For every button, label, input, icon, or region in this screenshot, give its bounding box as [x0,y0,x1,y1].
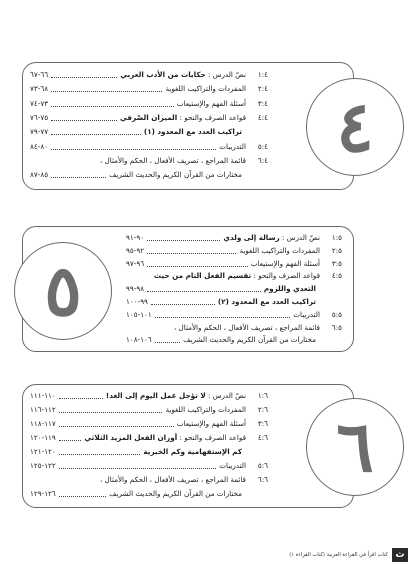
dot-leader [51,77,117,78]
toc-row[interactable] [30,488,268,500]
page-range: ٨٠-٨٤ [30,141,49,151]
section-number: ١:٤ [257,70,268,79]
section-title [143,446,242,458]
section-number: ٤:٤ [257,112,268,122]
section-number: ٤:٦ [257,433,268,442]
page-range: ١٢٦-١٢٩ [30,489,56,498]
toc-row[interactable] [126,232,342,244]
section-title [223,232,320,244]
section-label: نصّ الدرس : [207,70,246,79]
page-range: ٦٦-٦٧ [30,70,49,79]
section-number: ٣:٥ [331,258,342,268]
section-topic: تراكيب العدد مع المعدود (١) [143,127,242,137]
section-title [120,69,246,81]
section-label: مختارات من القرآن الكريم والحديث الشريف [109,170,242,180]
section-title [264,283,316,295]
toc-row[interactable] [126,296,342,308]
section-number: ٦:٥ [331,322,342,332]
section-title [165,83,246,95]
section-title [219,460,246,472]
dot-leader [59,426,174,427]
section-label: نصّ الدرس : [281,233,320,242]
section-label: المفردات والتراكيب اللغوية [165,405,246,414]
unit-4-number: ٤ [336,85,374,168]
dot-leader [59,412,163,413]
toc-row[interactable] [30,404,268,416]
dot-leader [147,240,220,241]
section-number: ١:٦ [257,391,268,400]
toc-row[interactable] [126,245,342,257]
section-label: أسئلة الفهم والإستيعاب [176,98,246,108]
page-range: ٧٧-٧٩ [30,127,49,137]
section-title [144,126,242,138]
section-title [183,334,316,346]
section-label: قواعد الصرف والنحو : [253,271,320,281]
page-range: ١٢٢-١٢٥ [30,461,56,470]
section-label: مختارات من القرآن الكريم والحديث الشريف [183,335,316,345]
section-title [100,474,246,486]
toc-row[interactable] [30,141,268,153]
dot-leader [51,149,216,150]
section-topic: الميزان الصّرفي [120,112,178,122]
page-range: ١٠١-١٠٥ [126,309,152,319]
section-label: أسئلة الفهم والإستيعاب [250,258,320,268]
unit-6-number-badge [306,398,404,496]
section-topic: التعدي واللزوم [263,284,316,294]
section-topic: لا تؤجل عمل اليوم إلى الغد! [105,391,206,400]
dot-leader [59,468,216,469]
page-range: ١٠٦-١٠٨ [126,335,152,345]
toc-row[interactable] [30,69,268,81]
page-range: ٩٨-٩٩ [126,284,145,294]
section-title [109,488,242,500]
section-topic: تقسيم الفعل التام من حيث [153,271,252,281]
section-number: ٢:٦ [257,405,268,414]
toc-row[interactable] [30,83,268,95]
section-number: ٥:٤ [257,141,268,151]
dot-leader [151,304,215,305]
page-range: ٩٢-٩٥ [126,245,145,255]
section-topic: رسالة إلى ولدي [223,233,280,242]
section-topic: تراكيب العدد مع المعدود (٢) [217,297,316,306]
section-number: ٢:٤ [257,84,268,94]
section-label: التدريبات [219,461,246,470]
section-title [154,270,320,282]
dot-leader [51,120,117,121]
dot-leader [59,440,82,441]
page-range: ١٢٠-١٢١ [30,447,56,456]
page-range: ٨٥-٨٧ [30,170,49,180]
section-topic: كم الإستفهامية وكم الخبرية [143,447,242,456]
section-title [219,141,246,153]
toc-row[interactable] [126,334,342,346]
dot-leader [155,342,180,343]
section-label: التدريبات [219,141,246,151]
page-range: ٧٥-٧٦ [30,112,49,122]
section-topic: أوزان الفعل المزيد الثلاثي [84,433,178,442]
dot-leader [51,134,141,135]
section-number: ٢:٥ [331,245,342,255]
section-number: ٦:٦ [257,475,268,484]
page-range: ٩٦-٩٧ [126,258,145,268]
dot-leader [155,317,290,318]
book-title-footer: كتاب اقرأ في القراءة العربية (كتاب القراءة ١) [289,552,388,558]
section-label: مختارات من القرآن الكريم والحديث الشريف [109,489,242,498]
toc-row[interactable] [126,283,342,295]
toc-row[interactable] [30,432,268,444]
toc-row[interactable] [126,270,342,282]
section-label: أسئلة الفهم والإستيعاب [176,419,246,428]
section-number: ٦:٤ [257,155,268,165]
toc-row[interactable] [30,418,268,430]
unit-5-number: ٥ [44,249,82,332]
section-title [177,418,246,430]
toc-row[interactable] [30,126,268,138]
section-title [106,390,246,402]
section-label: التدريبات [293,309,320,319]
page-range: ١١٧-١١٨ [30,419,56,428]
section-title [165,404,246,416]
section-title [218,296,316,308]
section-title [251,258,320,270]
section-title [100,155,246,167]
section-label: المفردات والتراكيب اللغوية [239,245,320,255]
page-range: ٧٣-٧٤ [30,98,49,108]
toc-row[interactable] [30,446,268,458]
page-range: ١١٠-١١١ [30,391,56,400]
dot-leader [147,253,236,254]
section-number: ١:٥ [331,233,342,242]
section-label: قائمة المراجع ، تصريف الأفعال ، الحكم والأمثال ، [99,475,246,484]
section-label: قواعد الصرف والنحو : [179,112,246,122]
section-label: قواعد الصرف والنحو : [179,433,246,442]
toc-row[interactable] [126,309,342,321]
dot-leader [147,266,248,267]
page-range: ٦٨-٧٣ [30,84,49,94]
section-number: ٤:٥ [331,271,342,281]
page-range: ٩٩-١٠٠ [126,297,148,306]
section-title [174,322,320,334]
toc-row[interactable] [30,98,268,110]
dot-leader [147,291,261,292]
section-title [177,98,246,110]
toc-row[interactable] [30,155,268,167]
toc-row[interactable] [126,322,342,334]
section-label: نصّ الدرس : [207,391,246,400]
section-number: ٥:٥ [331,309,342,319]
page-letter: ث [392,548,408,562]
page-range: ٩٠-٩١ [126,233,145,242]
page-range: ١١٢-١١٦ [30,405,56,414]
dot-leader [59,496,106,497]
toc-row[interactable] [30,169,268,181]
dot-leader [51,106,174,107]
section-number: ٣:٦ [257,419,268,428]
section-title [120,112,246,124]
section-title [239,245,320,257]
section-number: ٥:٦ [257,461,268,470]
toc-row[interactable] [30,474,268,486]
section-label: قائمة المراجع ، تصريف الأفعال ، الحكم والأمثال ، [99,155,246,165]
section-title [293,309,320,321]
dot-leader [51,91,162,92]
dot-leader [51,177,106,178]
section-label: المفردات والتراكيب اللغوية [165,84,246,94]
page-range: ١١٩-١٢٠ [30,433,56,442]
unit-5-number-badge [14,242,112,340]
page-footer [278,548,408,562]
section-label: قائمة المراجع ، تصريف الأفعال ، الحكم والأمثال ، [173,322,320,332]
section-title [109,169,242,181]
unit-4-number-badge [306,78,404,176]
section-number: ٣:٤ [257,98,268,108]
toc-row[interactable] [30,460,268,472]
section-topic: حكايات من الأدب العربي [120,70,206,79]
dot-leader [59,454,141,455]
dot-leader [59,398,103,399]
unit-6-number: ٦ [336,405,374,488]
toc-row[interactable] [30,390,268,402]
toc-row[interactable] [30,112,268,124]
section-title [84,432,246,444]
toc-row[interactable] [126,258,342,270]
